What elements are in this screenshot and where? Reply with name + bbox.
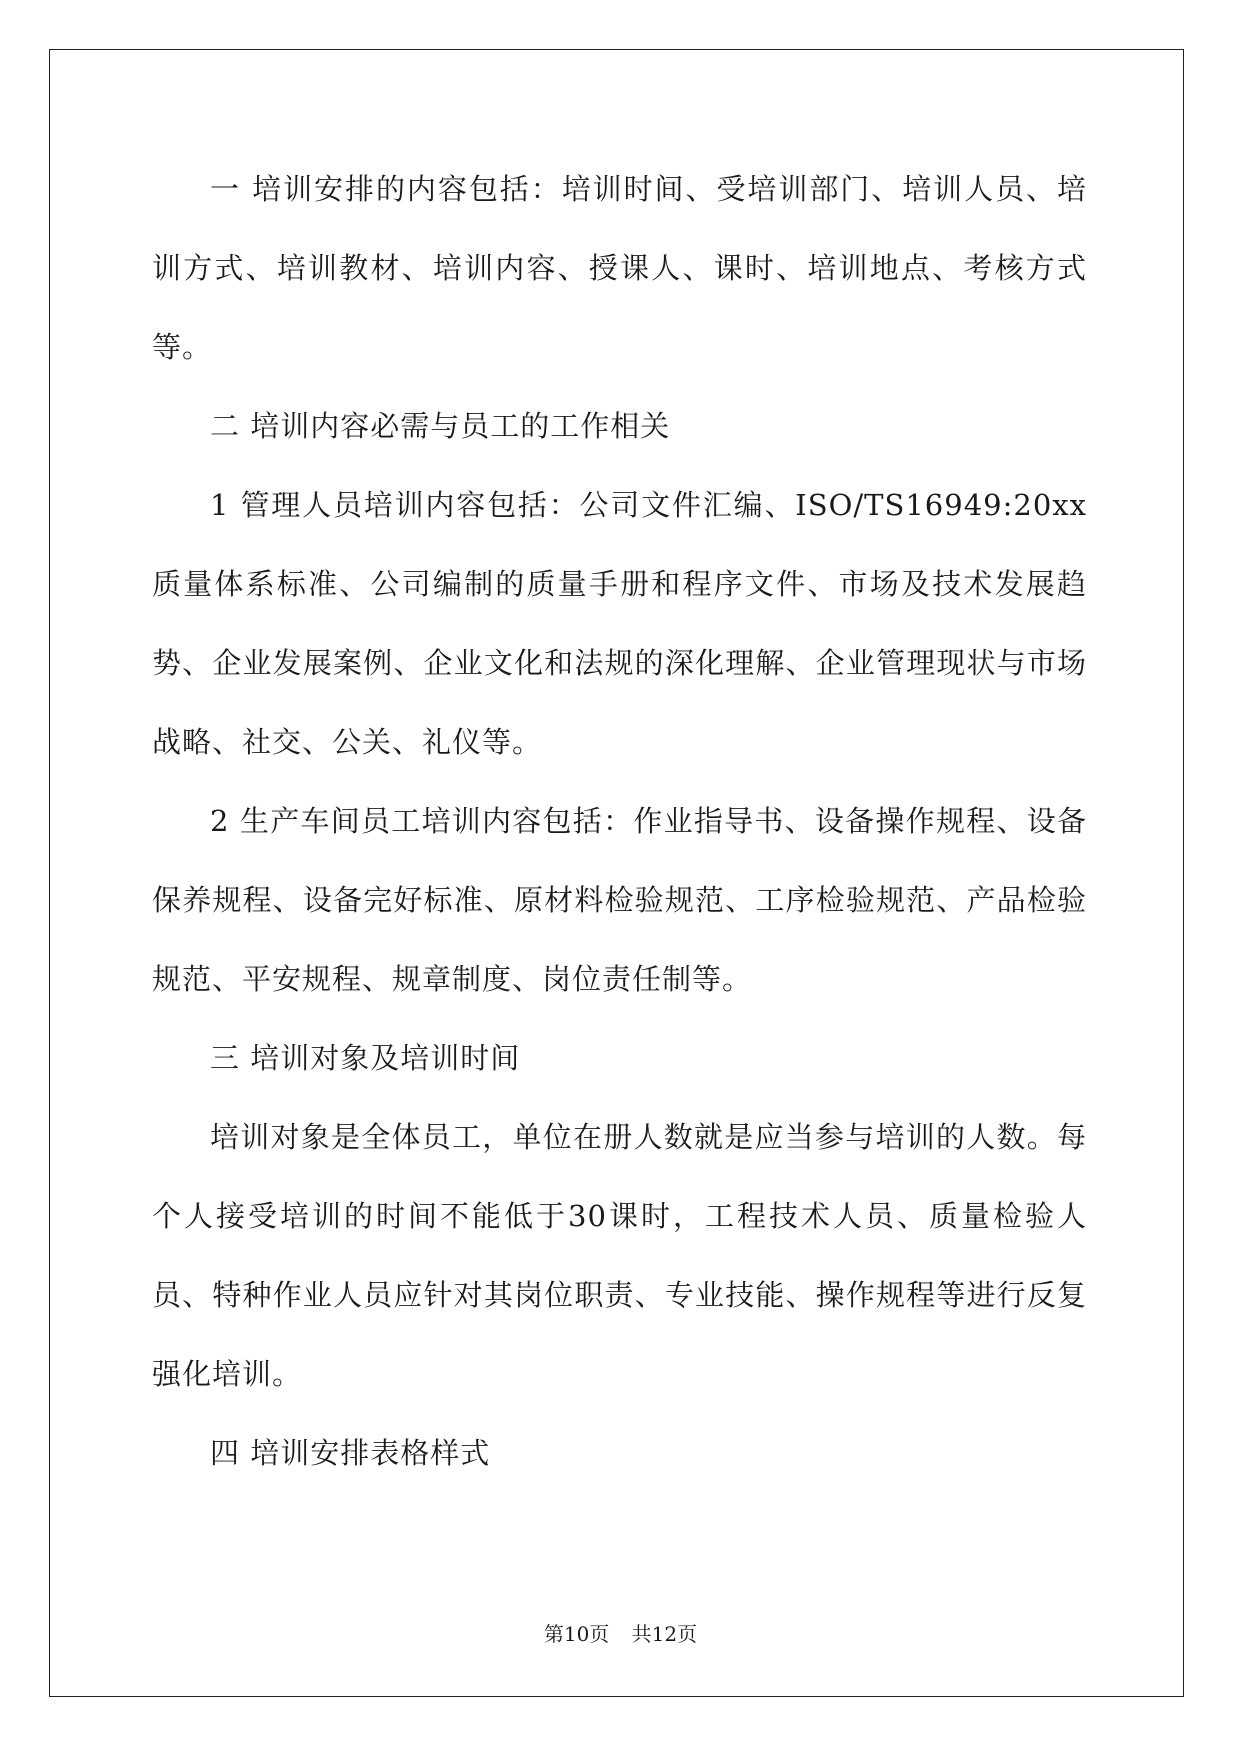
heading-section-4: 四 培训安排表格样式 — [210, 1436, 491, 1470]
paragraph-workshop-training: 2 生产车间员工培训内容包括：作业指导书、设备操作规程、设备保养规程、设备完好标准、原材料检验规范、工序检验规范、产品检验规范、平安规程、规章制度、岗位责任制等。 — [152, 804, 1087, 996]
paragraph-training-targets: 培训对象是全体员工，单位在册人数就是应当参与培训的人数。每个人接受培训的时间不能低于30课时，工程技术人员、质量检验人员、特种作业人员应针对其岗位职责、专业技能、操作规程等进行反复强化培训。 — [152, 1120, 1087, 1391]
paragraph-section-1: 一 培训安排的内容包括：培训时间、受培训部门、培训人员、培训方式、培训教材、培训内容、授课人、课时、培训地点、考核方式等。 — [152, 172, 1087, 364]
heading-section-3: 三 培训对象及培训时间 — [210, 1041, 521, 1075]
page-footer — [0, 1618, 1241, 1647]
document-body — [152, 150, 1087, 1493]
paragraph-management-training: 1 管理人员培训内容包括：公司文件汇编、ISO/TS16949:20xx质量体系标准、公司编制的质量手册和程序文件、市场及技术发展趋势、企业发展案例、企业文化和法规的深化理解、企业管理现状与市场战略、社交、公关、礼仪等。 — [152, 488, 1087, 759]
heading-section-2: 二 培训内容必需与员工的工作相关 — [210, 409, 671, 443]
current-page-number: 第10页 — [543, 1622, 610, 1646]
total-page-count: 共12页 — [631, 1622, 698, 1646]
